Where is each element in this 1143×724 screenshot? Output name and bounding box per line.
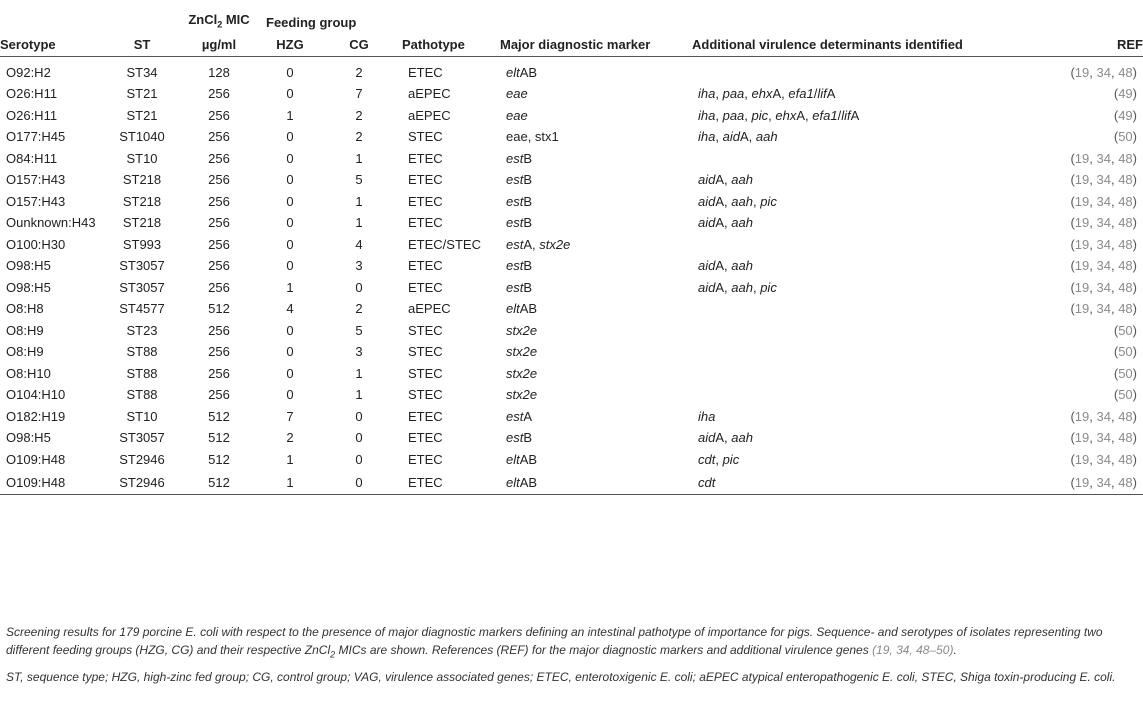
mic-cell: 256	[208, 172, 230, 188]
pathotype-cell: ETEC	[408, 408, 443, 424]
mic-cell: 256	[208, 236, 230, 252]
mic-cell: 512	[208, 408, 230, 424]
ref-cell: (19, 34, 48)	[1070, 64, 1137, 80]
serotype-cell: O8:H9	[6, 322, 44, 338]
serotype-cell: O157:H43	[6, 193, 66, 209]
mic-cell: 512	[208, 451, 230, 467]
serotype-cell: O92:H2	[6, 64, 51, 80]
additional-cell: iha, aidA, aah	[698, 129, 778, 145]
ref-cell: (49)	[1113, 86, 1137, 102]
additional-cell: aidA, aah	[698, 172, 753, 188]
hzg-cell: 0	[286, 387, 294, 403]
hzg-cell: 0	[286, 193, 294, 209]
mic-cell: 256	[208, 279, 230, 295]
table-row	[0, 105, 1143, 127]
st-cell: ST10	[126, 150, 158, 166]
mic-cell: 256	[208, 387, 230, 403]
cg-cell: 2	[355, 64, 363, 80]
st-cell: ST3057	[119, 258, 165, 274]
ref-cell: (19, 34, 48)	[1070, 279, 1137, 295]
table-row	[0, 384, 1143, 406]
table-row	[0, 470, 1143, 495]
hzg-cell: 2	[286, 430, 294, 446]
cg-cell: 2	[355, 129, 363, 145]
ref-cell: (19, 34, 48)	[1070, 172, 1137, 188]
marker-cell: eltAB	[506, 64, 538, 80]
additional-cell: iha, paa, pic, ehxA, efa1/lifA	[698, 107, 860, 123]
ref-cell: (19, 34, 48)	[1070, 430, 1137, 446]
pathotype-cell: ETEC/STEC	[408, 236, 481, 252]
hzg-cell: 0	[286, 64, 294, 80]
cg-cell: 1	[355, 150, 363, 166]
hzg-cell: 0	[286, 236, 294, 252]
ref-header: REF	[1037, 30, 1143, 57]
serotype-cell: O182:H19	[6, 408, 66, 424]
hzg-cell: 0	[286, 365, 294, 381]
cg-cell: 5	[355, 322, 363, 338]
pathotype-cell: aEPEC	[408, 86, 451, 102]
additional-cell	[692, 320, 1037, 342]
st-cell: ST1040	[119, 129, 165, 145]
hzg-cell: 1	[286, 107, 294, 123]
st-cell: ST3057	[119, 430, 165, 446]
cg-cell: 1	[355, 365, 363, 381]
mic-cell: 256	[208, 129, 230, 145]
st-cell: ST993	[122, 236, 162, 252]
hzg-cell: 0	[286, 86, 294, 102]
serotype-cell: O100:H30	[6, 236, 66, 252]
st-cell: ST88	[126, 344, 158, 360]
cg-cell: 0	[355, 408, 363, 424]
pathotype-cell: ETEC	[402, 470, 500, 495]
hzg-cell: 0	[286, 258, 294, 274]
serotype-cell: O104:H10	[6, 387, 66, 403]
hzg-cell: 1	[286, 451, 294, 467]
st-cell: ST2946	[110, 470, 174, 495]
mic-cell: 256	[208, 107, 230, 123]
ref-cell: (19, 34, 48)	[1070, 258, 1137, 274]
marker-cell: estA, stx2e	[506, 236, 571, 252]
pathotype-cell: ETEC	[408, 172, 443, 188]
table-row	[0, 169, 1143, 191]
mic-cell: 256	[208, 86, 230, 102]
serotype-cell: O84:H11	[6, 150, 58, 166]
serotype-header: Serotype	[0, 30, 110, 57]
additional-cell	[692, 298, 1037, 320]
st-cell: ST218	[122, 193, 162, 209]
hzg-cell: 0	[286, 344, 294, 360]
hzg-cell: 4	[286, 301, 294, 317]
table-row	[0, 191, 1143, 213]
pathotype-cell: ETEC	[408, 451, 443, 467]
pathotype-cell: aEPEC	[408, 107, 451, 123]
ref-cell: (19, 34, 48)	[1070, 193, 1137, 209]
serotype-cell: O98:H5	[6, 279, 51, 295]
hzg-cell: 0	[286, 215, 294, 231]
mic-cell: 256	[208, 365, 230, 381]
hzg-cell: 0	[286, 129, 294, 145]
serotype-cell: O8:H8	[6, 301, 44, 317]
serotype-cell: O8:H9	[6, 344, 44, 360]
data-table	[0, 8, 1143, 495]
mic-cell: 256	[208, 150, 230, 166]
cg-cell: 1	[355, 387, 363, 403]
pathotype-cell: ETEC	[408, 258, 443, 274]
additional-cell: aidA, aah, pic	[698, 193, 777, 209]
additional-cell: aidA, aah	[698, 258, 753, 274]
pathotype-cell: STEC	[408, 365, 443, 381]
serotype-cell: O98:H5	[6, 258, 51, 274]
additional-cell	[692, 148, 1037, 170]
st-cell: ST34	[126, 64, 158, 80]
table-row	[0, 83, 1143, 105]
marker-cell: estB	[506, 172, 533, 188]
st-cell: ST88	[126, 365, 158, 381]
table-row	[0, 320, 1143, 342]
st-cell: ST21	[126, 86, 158, 102]
ref-cell: (19, 34, 48)	[1070, 408, 1137, 424]
hzg-cell: 0	[286, 150, 294, 166]
pathotype-cell: ETEC	[408, 215, 443, 231]
table-row	[0, 255, 1143, 277]
additional-cell	[692, 341, 1037, 363]
cg-cell: 0	[355, 451, 363, 467]
additional-header: Additional virulence determinants identified	[692, 30, 1037, 57]
marker-cell: eae, stx1	[506, 129, 559, 145]
marker-cell: estA	[506, 408, 533, 424]
marker-cell: estB	[506, 430, 533, 446]
additional-cell: cdt, pic	[698, 451, 740, 467]
st-cell: ST3057	[119, 279, 165, 295]
pathotype-cell: STEC	[408, 322, 443, 338]
hzg-cell: 0	[286, 322, 294, 338]
table-row	[0, 363, 1143, 385]
feeding-group-header: Feeding group	[266, 15, 357, 30]
st-cell: ST21	[126, 107, 158, 123]
mic-cell: 512	[208, 301, 230, 317]
ref-cell: (50)	[1113, 322, 1137, 338]
ref-cell: (19, 34, 48)	[1037, 470, 1143, 495]
mic-cell: 512	[174, 470, 264, 495]
st-cell: ST218	[122, 215, 162, 231]
table-row	[0, 212, 1143, 234]
table-caption	[6, 624, 1136, 687]
additional-cell: cdt	[692, 470, 1037, 495]
additional-cell: iha, paa, ehxA, efa1/lifA	[698, 86, 836, 102]
table-row	[0, 57, 1143, 84]
serotype-cell: O8:H10	[6, 365, 51, 381]
cg-cell: 0	[355, 279, 363, 295]
serotype-cell: O98:H5	[6, 430, 51, 446]
additional-cell	[692, 363, 1037, 385]
marker-cell: estB	[506, 193, 533, 209]
ref-cell: (19, 34, 48)	[1070, 236, 1137, 252]
ref-cell: (50)	[1113, 344, 1137, 360]
cg-cell: 0	[316, 470, 402, 495]
serotype-cell: O109:H48	[6, 451, 66, 467]
additional-cell	[692, 57, 1037, 84]
mic-header-line1: ZnCl$_2$ MIC	[188, 12, 250, 30]
hzg-cell: 0	[286, 172, 294, 188]
cg-header: CG	[316, 30, 402, 57]
caption-description: Screening results for 179 porcine E. coli with respect to the presence of major diagnostic markers defining an intestinal pathotype of importance for pigs. Sequence- and serotypes of isolates representing two different feeding groups (HZG, CG) and their respective ZnCl$_2$ MICs are shown. References (REF) for the major diagnostic markers and additional virulence genes (19, 34, 48–50).	[6, 625, 1103, 659]
serotype-cell: O26:H11	[6, 86, 58, 102]
st-cell: ST10	[126, 408, 158, 424]
marker-cell: eltAB	[506, 301, 538, 317]
marker-cell: eltAB	[500, 470, 692, 495]
marker-header: Major diagnostic marker	[500, 30, 692, 57]
cg-cell: 3	[355, 258, 363, 274]
hzg-header: HZG	[264, 30, 316, 57]
cg-cell: 5	[355, 172, 363, 188]
pathotype-cell: ETEC	[408, 150, 443, 166]
table-row	[0, 126, 1143, 148]
ref-cell: (50)	[1113, 129, 1137, 145]
cg-cell: 7	[355, 86, 363, 102]
cg-cell: 2	[355, 107, 363, 123]
ref-cell: (50)	[1113, 365, 1137, 381]
pathotype-cell: STEC	[408, 129, 443, 145]
mic-cell: 256	[208, 215, 230, 231]
ref-cell: (49)	[1113, 107, 1137, 123]
cg-cell: 4	[355, 236, 363, 252]
marker-cell: estB	[506, 150, 533, 166]
ref-cell: (50)	[1113, 387, 1137, 403]
pathotype-cell: aEPEC	[408, 301, 451, 317]
table-row	[0, 406, 1143, 428]
cg-cell: 1	[355, 215, 363, 231]
marker-cell: stx2e	[506, 344, 538, 360]
mic-cell: 256	[208, 193, 230, 209]
table-row	[0, 298, 1143, 320]
pathotype-cell: ETEC	[408, 64, 443, 80]
additional-cell: aidA, aah	[698, 430, 753, 446]
ref-cell: (19, 34, 48)	[1070, 215, 1137, 231]
hzg-cell: 1	[286, 279, 294, 295]
mic-header-line2: µg/ml	[174, 30, 264, 57]
marker-cell: estB	[506, 258, 533, 274]
additional-cell: aidA, aah, pic	[698, 279, 777, 295]
additional-cell	[692, 234, 1037, 256]
st-cell: ST2946	[119, 451, 165, 467]
table-row	[0, 277, 1143, 299]
serotype-cell: O177:H45	[6, 129, 66, 145]
serotype-cell: O157:H43	[6, 172, 66, 188]
table-row	[0, 449, 1143, 471]
serotype-cell: Ounknown:H43	[6, 215, 96, 231]
ref-cell: (19, 34, 48)	[1070, 301, 1137, 317]
table-row	[0, 427, 1143, 449]
marker-cell: eae	[506, 86, 528, 102]
marker-cell: eae	[506, 107, 528, 123]
pathotype-cell: STEC	[408, 387, 443, 403]
serotype-cell: O26:H11	[6, 107, 58, 123]
marker-cell: stx2e	[506, 387, 538, 403]
caption-abbreviations: ST, sequence type; HZG, high-zinc fed group; CG, control group; VAG, virulence associated genes; ETEC, enterotoxigenic E. coli; aEPEC atypical enteropathogenic E. coli, STEC, Shiga toxin-producing E. coli.	[6, 670, 1116, 685]
additional-cell: iha	[698, 408, 716, 424]
mic-cell: 128	[208, 64, 230, 80]
table-row	[0, 148, 1143, 170]
table-row	[0, 234, 1143, 256]
pathotype-cell: ETEC	[408, 430, 443, 446]
mic-cell: 256	[208, 344, 230, 360]
additional-cell: aidA, aah	[698, 215, 753, 231]
additional-cell	[692, 384, 1037, 406]
st-cell: ST23	[126, 322, 158, 338]
st-header: ST	[110, 30, 174, 57]
cg-cell: 2	[355, 301, 363, 317]
hzg-cell: 7	[286, 408, 294, 424]
st-cell: ST218	[122, 172, 162, 188]
cg-cell: 0	[355, 430, 363, 446]
mic-cell: 512	[208, 430, 230, 446]
cg-cell: 1	[355, 193, 363, 209]
pathotype-cell: STEC	[408, 344, 443, 360]
cg-cell: 3	[355, 344, 363, 360]
ref-cell: (19, 34, 48)	[1070, 150, 1137, 166]
st-cell: ST4577	[119, 301, 165, 317]
marker-cell: eltAB	[506, 451, 538, 467]
marker-cell: estB	[506, 215, 533, 231]
hzg-cell: 1	[264, 470, 316, 495]
pathotype-cell: ETEC	[408, 279, 443, 295]
st-cell: ST88	[126, 387, 158, 403]
serotype-cell: O109:H48	[0, 470, 110, 495]
marker-cell: stx2e	[506, 322, 538, 338]
marker-cell: estB	[506, 279, 533, 295]
table-row	[0, 341, 1143, 363]
ref-cell: (19, 34, 48)	[1070, 451, 1137, 467]
pathotype-cell: ETEC	[408, 193, 443, 209]
mic-cell: 256	[208, 322, 230, 338]
marker-cell: stx2e	[506, 365, 538, 381]
pathotype-header: Pathotype	[402, 30, 500, 57]
mic-cell: 256	[208, 258, 230, 274]
